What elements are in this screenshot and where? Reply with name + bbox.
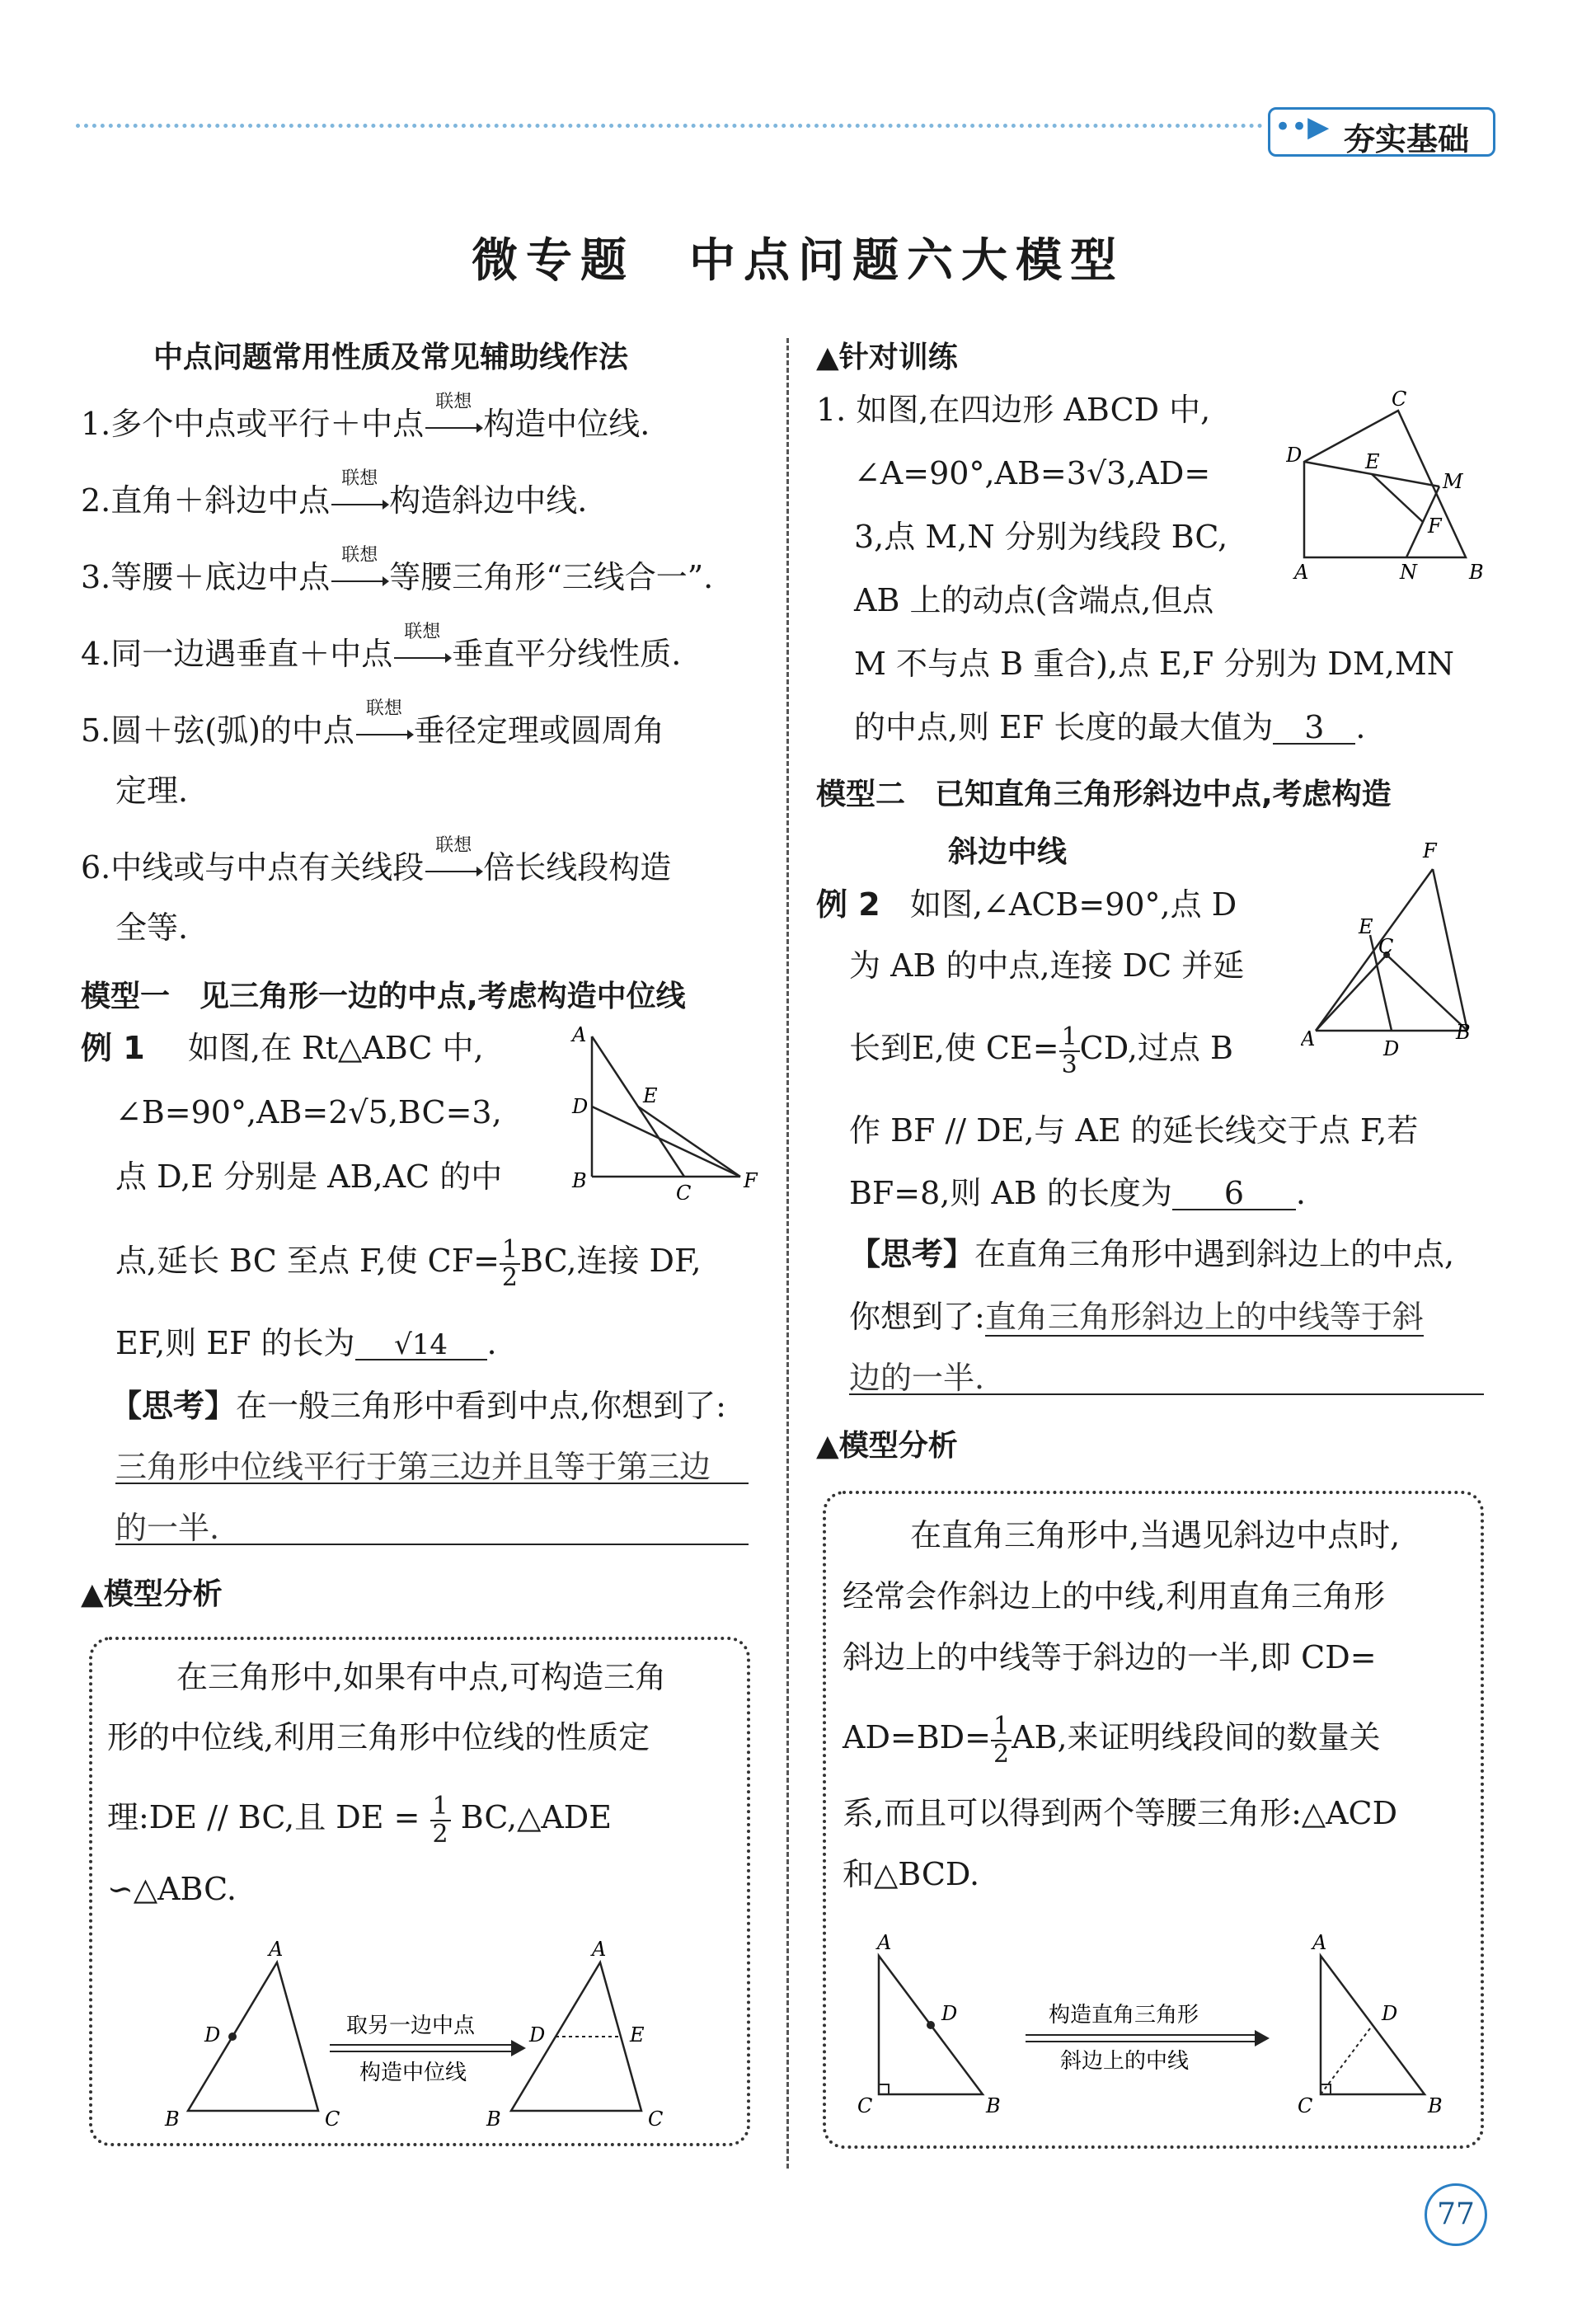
q1-line5: M 不与点 B 重合),点 E,F 分别为 DM,MN	[854, 646, 1455, 682]
triangle-icon: ▲	[81, 1577, 104, 1611]
property-item-2: 2.直角＋斜边中点 联想 构造斜边中线.	[81, 468, 588, 519]
model-analysis-right-heading: ▲模型分析	[816, 1429, 958, 1463]
svg-text:B: B	[1469, 561, 1484, 584]
example1-answer: √14	[355, 1331, 487, 1360]
example1-line5: EF,则 EF 的长为 √14 .	[115, 1325, 497, 1361]
example2-figure	[1301, 839, 1499, 1070]
example2-line3: 长到E,使 CE= $\frac{1}{3}$ CD,过点 B	[849, 1022, 1233, 1079]
svg-text:A: A	[592, 1938, 607, 1961]
box-right-line4: AD=BD= $\frac{1}{2}$ AB,来证明线段间的数量关	[843, 1712, 1381, 1769]
link-arrow-icon: 联想	[392, 641, 452, 673]
svg-text:C: C	[857, 2094, 873, 2117]
example2-answer: 6	[1172, 1177, 1296, 1210]
example2-line5: BF=8,则 AB 的长度为 6 .	[849, 1175, 1307, 1211]
q1-line1: 1. 如图,在四边形 ABCD 中,	[816, 392, 1211, 428]
left-heading: 中点问题常用性质及常见辅助线作法	[153, 341, 629, 374]
example2-line4: 作 BF // DE,与 AE 的延长线交于点 F,若	[849, 1112, 1419, 1149]
model1-heading: 模型一 见三角形一边的中点,考虑构造中位线	[81, 980, 686, 1013]
property-item-6-cont: 全等.	[115, 909, 189, 946]
property-item-3: 3.等腰＋底边中点 联想 等腰三角形“三线合一”.	[81, 544, 714, 595]
svg-text:斜边上的中线: 斜边上的中线	[1060, 2049, 1190, 2074]
label-D: D	[572, 1095, 589, 1118]
svg-text:D: D	[1382, 2002, 1398, 2025]
svg-text:B: B	[165, 2108, 180, 2131]
q1-line4: AB 上的动点(含端点,但点	[854, 582, 1214, 618]
column-divider	[786, 338, 789, 2169]
svg-text:B: B	[1456, 1021, 1471, 1044]
think-answer-right-1: 直角三角形斜边上的中线等于斜	[984, 1299, 1424, 1335]
label-C: C	[676, 1182, 692, 1200]
label-A: A	[572, 1027, 587, 1046]
q1-line2: ∠A=90°,AB=3√3,AD=	[854, 455, 1211, 491]
q1-line6: 的中点,则 EF 长度的最大值为 3 .	[854, 709, 1366, 745]
q1-answer: 3	[1273, 712, 1355, 745]
box-right-line1: 在直角三角形中,当遇见斜边中点时,	[910, 1517, 1401, 1553]
svg-text:F: F	[1428, 515, 1442, 538]
svg-text:D: D	[1286, 444, 1303, 467]
svg-text:A: A	[1312, 1931, 1327, 1954]
header-dotted-rule	[76, 124, 1263, 128]
property-item-1: 1.多个中点或平行＋中点 联想 构造中位线.	[81, 391, 650, 442]
fraction-one-third: $\frac{1}{3}$	[1059, 1024, 1080, 1078]
badge-label: 夯实基础	[1344, 121, 1470, 157]
example1-line1: 如图,在 Rt△ABC 中,	[188, 1030, 484, 1066]
think-answer-left-2: 的一半.	[115, 1512, 749, 1545]
example1-line2: ∠B=90°,AB=2√5,BC=3,	[115, 1094, 502, 1130]
svg-text:N: N	[1400, 561, 1417, 584]
training-heading: ▲针对训练	[816, 341, 958, 374]
svg-text:C: C	[648, 2108, 664, 2131]
svg-text:A: A	[1301, 1027, 1316, 1050]
example2-label: 例 2	[816, 886, 880, 923]
svg-text:取另一边中点: 取另一边中点	[346, 2014, 476, 2038]
label-F: F	[744, 1169, 758, 1192]
svg-text:D: D	[529, 2023, 546, 2046]
triangle-icon: ▲	[816, 341, 839, 374]
label-E: E	[643, 1084, 658, 1107]
model2-heading: 模型二 已知直角三角形斜边中点,考虑构造	[816, 778, 1392, 811]
example1-figure	[569, 1027, 767, 1200]
svg-text:A: A	[1294, 561, 1309, 584]
svg-text:E: E	[1365, 450, 1380, 473]
badge-arrow-icon: ••▶	[1274, 110, 1330, 143]
svg-text:E: E	[630, 2023, 645, 2046]
box-left-line2: 形的中位线,利用三角形中位线的性质定	[107, 1719, 650, 1755]
svg-text:C: C	[1392, 388, 1407, 411]
think-prompt-right: 【思考】在直角三角形中遇到斜边上的中点,	[849, 1236, 1455, 1272]
link-arrow-icon: 联想	[330, 565, 389, 596]
example2-line2: 为 AB 的中点,连接 DC 并延	[849, 947, 1245, 984]
property-item-4: 4.同一边遇垂直＋中点 联想 垂直平分线性质.	[81, 621, 682, 672]
svg-text:构造中位线: 构造中位线	[359, 2061, 467, 2085]
property-item-6: 6.中线或与中点有关线段 联想 倍长线段构造	[81, 834, 672, 886]
box-left-line1: 在三角形中,如果有中点,可构造三角	[176, 1659, 667, 1695]
svg-text:D: D	[941, 2002, 958, 2025]
q1-line3: 3,点 M,N 分别为线段 BC,	[854, 519, 1228, 555]
fraction-one-half: $\frac{1}{2}$	[430, 1793, 451, 1847]
q1-figure	[1286, 386, 1492, 584]
fraction-one-half: $\frac{1}{2}$	[991, 1713, 1012, 1767]
think-answer-left-1: 三角形中位线平行于第三边并且等于第三边	[115, 1451, 749, 1484]
box-right-line6: 和△BCD.	[843, 1856, 980, 1892]
example1-line4: 点,延长 BC 至点 F,使 CF= $\frac{1}{2}$ BC,连接 DF,	[115, 1235, 702, 1292]
midline-figure	[157, 1938, 692, 2136]
box-right-line3: 斜边上的中线等于斜边的一半,即 CD=	[843, 1639, 1377, 1675]
model-analysis-left-heading: ▲模型分析	[81, 1577, 223, 1611]
property-item-5: 5.圆＋弦(弧)的中点 联想 垂径定理或圆周角	[81, 698, 664, 749]
property-item-5-cont: 定理.	[115, 773, 189, 809]
svg-text:C: C	[1298, 2094, 1313, 2117]
box-right-line5: 系,而且可以得到两个等腰三角形:△ACD	[843, 1795, 1398, 1831]
link-arrow-icon: 联想	[330, 488, 389, 519]
triangle-icon: ▲	[816, 1429, 839, 1463]
svg-text:C: C	[1378, 935, 1394, 958]
svg-text:A: A	[269, 1938, 284, 1961]
svg-text:构造直角三角形: 构造直角三角形	[1049, 2003, 1199, 2028]
box-left-line3: 理:DE // BC,且 DE = $\frac{1}{2}$ BC,△ADE	[107, 1792, 613, 1849]
svg-text:F: F	[1423, 839, 1437, 862]
link-arrow-icon: 联想	[424, 411, 483, 443]
link-arrow-icon: 联想	[354, 718, 414, 750]
model2-heading-cont: 斜边中线	[948, 835, 1068, 869]
fraction-one-half: $\frac{1}{2}$	[500, 1237, 520, 1290]
median-figure	[857, 1921, 1467, 2127]
svg-text:A: A	[877, 1931, 892, 1954]
svg-text:B: B	[1428, 2094, 1443, 2117]
label-B: B	[572, 1169, 587, 1192]
example1-label: 例 1	[81, 1030, 145, 1066]
svg-text:M: M	[1443, 470, 1463, 493]
svg-text:D: D	[204, 2023, 221, 2046]
box-left-line4: ∽△ABC.	[107, 1871, 237, 1907]
page-title: 微专题 中点问题六大模型	[472, 234, 1124, 288]
box-right-line2: 经常会作斜边上的中线,利用直角三角形	[843, 1578, 1386, 1614]
svg-text:B: B	[486, 2108, 501, 2131]
page-number: 77	[1425, 2183, 1487, 2246]
svg-text:D: D	[1383, 1037, 1400, 1060]
svg-text:C: C	[325, 2108, 340, 2131]
think-prompt-right-cont: 你想到了:直角三角形斜边上的中线等于斜	[849, 1299, 1424, 1335]
svg-text:B: B	[986, 2094, 1001, 2117]
think-prompt-left: 【思考】在一般三角形中看到中点,你想到了:	[110, 1388, 726, 1424]
example1-line3: 点 D,E 分别是 AB,AC 的中	[115, 1158, 503, 1195]
svg-text:E: E	[1359, 915, 1373, 938]
think-answer-right-2: 边的一半.	[849, 1362, 1484, 1395]
link-arrow-icon: 联想	[424, 855, 483, 886]
example2-line1: 如图,∠ACB=90°,点 D	[910, 886, 1237, 923]
